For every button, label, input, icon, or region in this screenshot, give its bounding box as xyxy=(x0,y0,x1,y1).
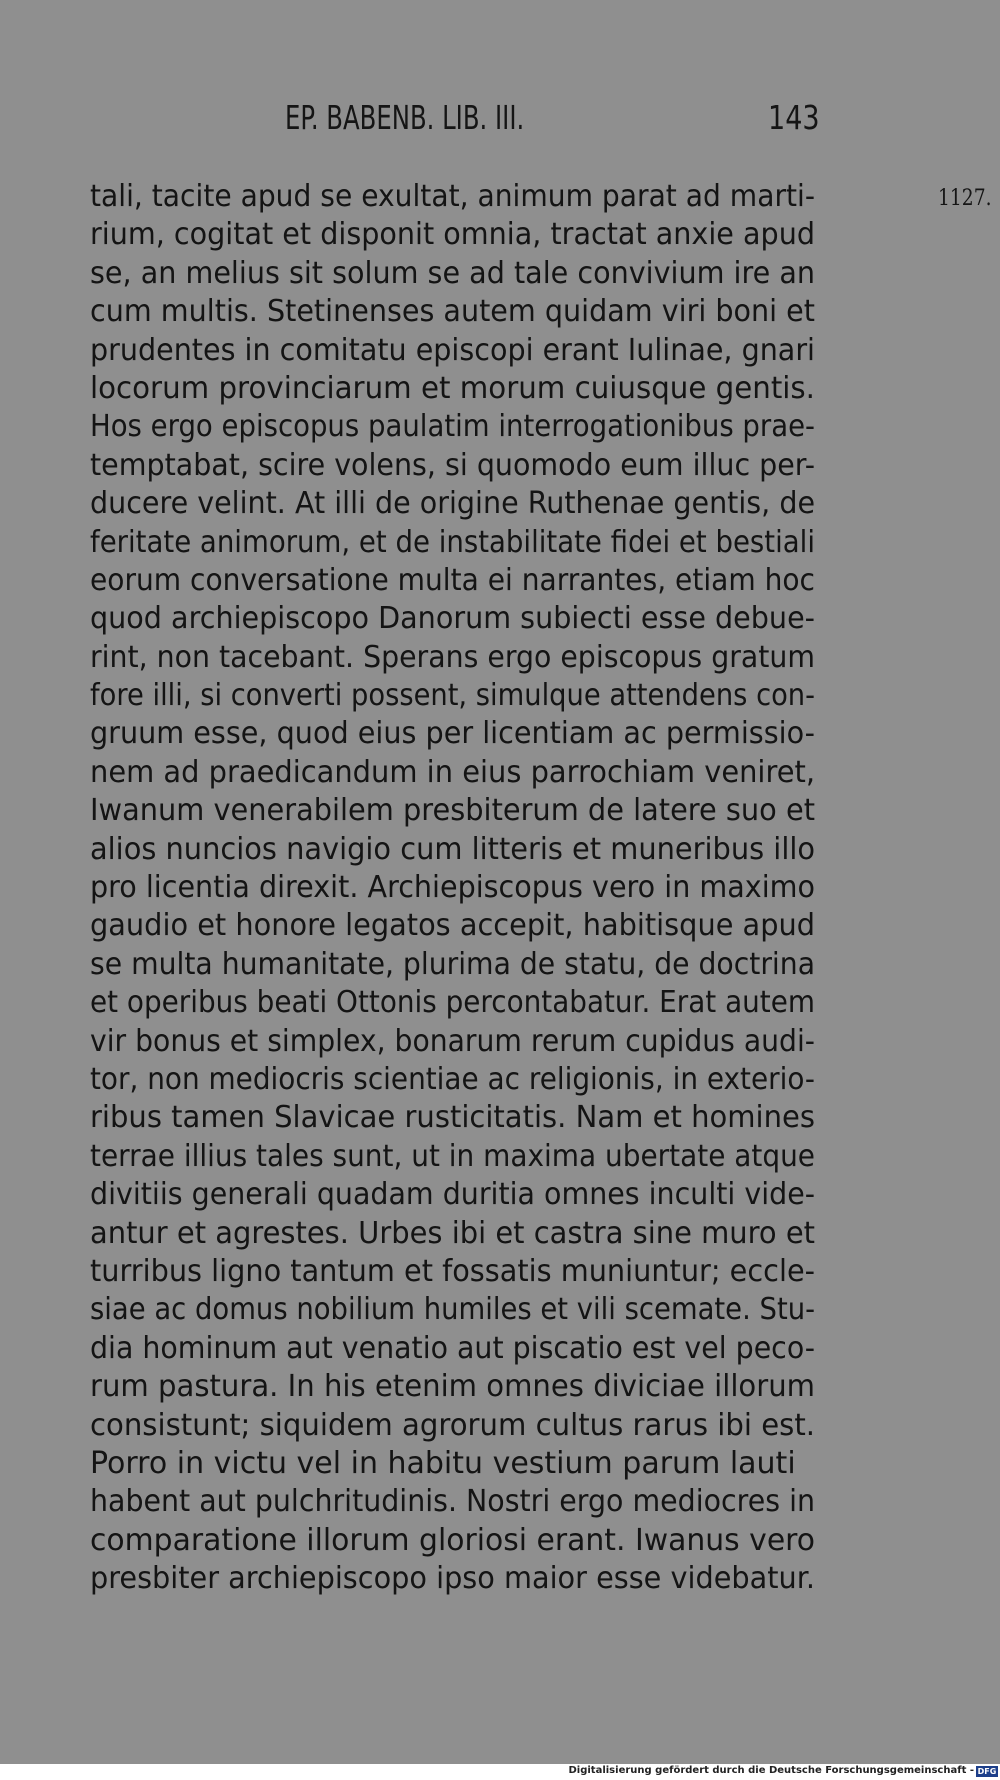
text-line: locorum provinciarum et morum cuiusque gentis. xyxy=(90,370,815,406)
funding-credit: Digitalisierung gefördert durch die Deutsche Forschungsgemeinschaft - xyxy=(568,1765,974,1776)
text-line: eorum conversatione multa ei narrantes, etiam hoc xyxy=(90,562,815,598)
text-line: nem ad praedicandum in eius parrochiam veniret, xyxy=(90,754,815,790)
text-line: Porro in victu vel in habitu vestium parum lauti xyxy=(90,1445,796,1481)
text-line: tor, non mediocris scientiae ac religionis, in exterio- xyxy=(90,1061,815,1097)
text-line: se multa humanitate, plurima de statu, de doctrina xyxy=(90,946,815,982)
running-title: EP. BABENB. LIB. III. xyxy=(285,98,525,137)
digitization-footer xyxy=(0,1764,1000,1780)
text-line: siae ac domus nobilium humiles et vili scemate. Stu- xyxy=(90,1292,815,1328)
text-line: Iwanum venerabilem presbiterum de latere suo et xyxy=(90,793,815,829)
text-line: ribus tamen Slavicae rusticitatis. Nam et homines xyxy=(90,1100,815,1136)
text-line: prudentes in comitatu episcopi erant Iulinae, gnari xyxy=(90,332,815,368)
page-number: 143 xyxy=(768,98,820,137)
text-line: tali, tacite apud se exultat, animum parat ad marti- xyxy=(90,179,815,214)
text-line: Hos ergo episcopus paulatim interrogationibus prae- xyxy=(90,409,815,445)
text-line: comparatione illorum gloriosi erant. Iwanus vero xyxy=(90,1522,815,1558)
text-line: ducere velint. At illi de origine Ruthenae gentis, de xyxy=(90,486,815,522)
text-line: fore illi, si converti possent, simulque attendens con- xyxy=(90,678,815,714)
text-line: pro licentia direxit. Archiepiscopus vero in maximo xyxy=(90,870,815,906)
text-line: consistunt; siquidem agrorum cultus rarus ibi est. xyxy=(90,1407,815,1443)
margin-year-note: 1127. xyxy=(938,186,992,211)
dfg-logo: DFG xyxy=(977,1767,997,1776)
body-text xyxy=(90,178,815,1598)
text-line: presbiter archiepiscopo ipso maior esse videbatur. xyxy=(90,1561,815,1597)
text-line: vir bonus et simplex, bonarum rerum cupidus audi- xyxy=(90,1023,815,1059)
text-line: divitiis generali quadam duritia omnes inculti vide- xyxy=(90,1177,815,1213)
text-line: cum multis. Stetinenses autem quidam viri boni et xyxy=(90,294,815,330)
text-line: feritate animorum, et de instabilitate fidei et bestiali xyxy=(90,524,815,560)
text-line: quod archiepiscopo Danorum subiecti esse debue- xyxy=(90,601,815,637)
text-line: temptabat, scire volens, si quomodo eum illuc per- xyxy=(90,447,815,483)
text-line: rium, cogitat et disponit omnia, tractat anxie apud xyxy=(90,217,815,253)
text-line: se, an melius sit solum se ad tale convivium ire an xyxy=(90,255,815,291)
text-line: gruum esse, quod eius per licentiam ac permissio- xyxy=(90,716,815,752)
text-line: turribus ligno tantum et fossatis muniuntur; eccle- xyxy=(90,1253,815,1289)
text-line: rint, non tacebant. Sperans ergo episcopus gratum xyxy=(90,639,815,675)
text-line: habent aut pulchritudinis. Nostri ergo mediocres in xyxy=(90,1484,815,1520)
text-line: rum pastura. In his etenim omnes diviciae illorum xyxy=(90,1369,815,1405)
text-line: alios nuncios navigio cum litteris et muneribus illo xyxy=(90,831,815,867)
text-line: antur et agrestes. Urbes ibi et castra sine muro et xyxy=(90,1215,815,1251)
text-line: gaudio et honore legatos accepit, habitisque apud xyxy=(90,908,815,944)
text-line: dia hominum aut venatio aut piscatio est vel peco- xyxy=(90,1330,815,1366)
text-line: et operibus beati Ottonis percontabatur. Erat autem xyxy=(90,985,815,1021)
text-line: terrae illius tales sunt, ut in maxima ubertate atque xyxy=(90,1138,815,1174)
